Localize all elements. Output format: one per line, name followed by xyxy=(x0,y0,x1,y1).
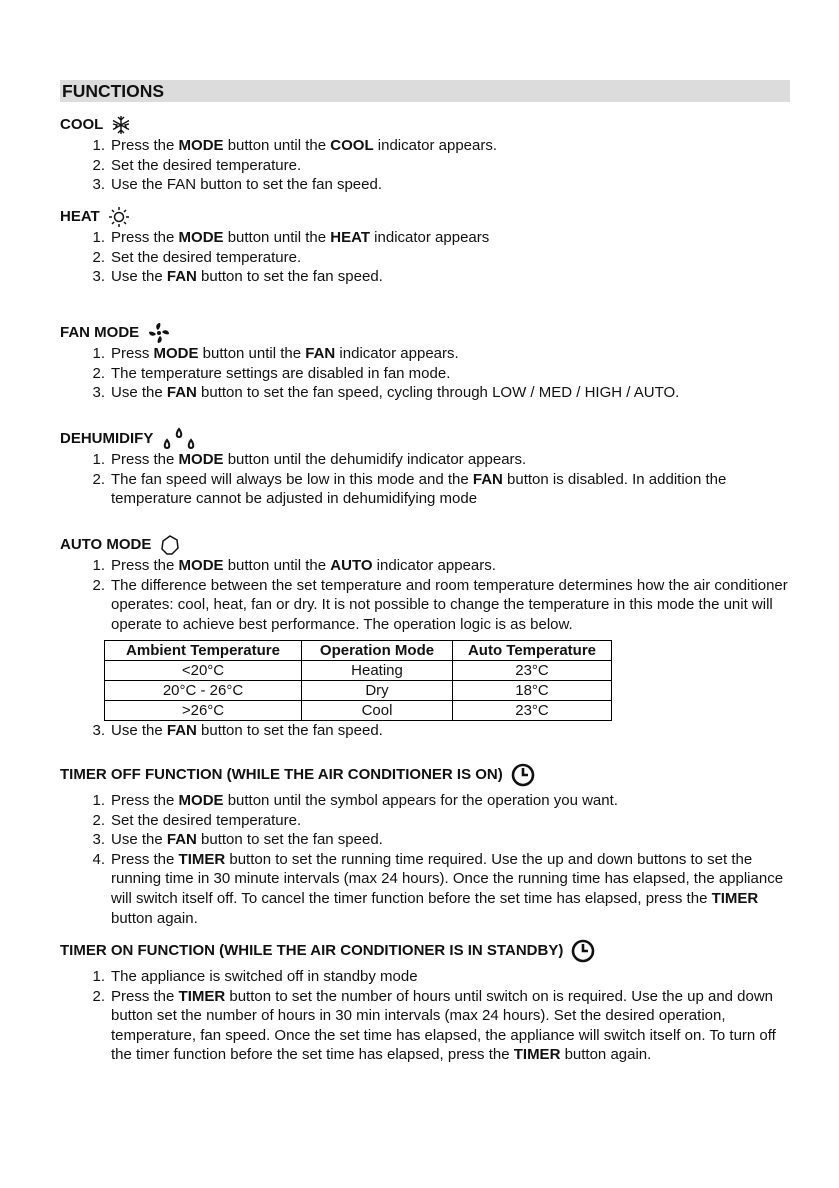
list-item xyxy=(60,811,795,831)
item-text: button until the xyxy=(198,345,306,362)
list-number: 2. xyxy=(92,576,105,594)
list-item xyxy=(60,175,795,195)
section-heading xyxy=(60,764,795,786)
item-text: Set the desired temperature. xyxy=(111,156,302,174)
item-text: Press the xyxy=(111,137,179,154)
snowflake-icon xyxy=(111,115,131,135)
item-text: The appliance is switched off in standby mode xyxy=(111,968,418,985)
page-title: FUNCTIONS xyxy=(62,81,165,101)
list-number: 4. xyxy=(92,850,105,868)
auto-cycle-icon xyxy=(159,534,181,556)
list-number: 3. xyxy=(92,384,105,402)
bold-term: MODE xyxy=(178,557,224,574)
item-text: Press the xyxy=(111,229,179,246)
section-timer-off-function-while-the-air-conditioner-is-on xyxy=(60,764,795,928)
bold-term: TIMER xyxy=(178,987,226,1005)
item-text: button until the symbol appears for the operation you want. xyxy=(223,792,618,809)
bold-term: FAN xyxy=(305,345,336,362)
list-number: 1. xyxy=(92,229,105,246)
item-text: Press xyxy=(111,345,154,362)
item-text: Set the desired temperature. xyxy=(111,811,302,829)
auto-mode-table xyxy=(104,640,612,721)
section-heading-text: COOL xyxy=(60,116,104,133)
item-text: button again. xyxy=(560,1046,652,1064)
item-text: indicator appears. xyxy=(372,557,496,574)
list-number: 1. xyxy=(92,345,105,362)
list-number: 1. xyxy=(92,451,105,468)
bold-term: MODE xyxy=(153,345,199,362)
bold-term: FAN xyxy=(166,384,197,402)
item-text: Use the xyxy=(111,722,167,740)
bold-term: FAN xyxy=(166,268,197,286)
list-item xyxy=(60,267,795,287)
list-number: 2. xyxy=(92,987,105,1005)
section-heading-text: TIMER OFF FUNCTION (WHILE THE AIR CONDITIONER IS ON) xyxy=(60,766,503,783)
item-text: button until the xyxy=(223,137,331,154)
item-text: button to set the number of hours until switch on is required. Use the up and down button set the number of hours in 30 min intervals (max 24 hours). Set the desired operation, temperature, fan speed. Once the set time has elapsed, the appliance will switch itself on. To turn off the timer function before the set time has elapsed, press the xyxy=(111,987,776,1064)
item-text: indicator appears xyxy=(370,229,490,246)
table-row xyxy=(105,701,612,721)
list-item xyxy=(60,156,795,176)
table-cell: Dry xyxy=(302,681,453,701)
bold-term: AUTO xyxy=(330,557,373,574)
clock-icon xyxy=(571,939,595,963)
list-number: 1. xyxy=(92,792,105,809)
section-heading xyxy=(60,114,795,136)
list-item xyxy=(60,450,795,470)
table-row xyxy=(105,661,612,681)
item-text: button to set the fan speed. xyxy=(196,722,383,740)
item-text: button to set the fan speed, cycling through LOW / MED / HIGH / AUTO. xyxy=(196,384,680,402)
item-text: button to set the fan speed. xyxy=(196,831,383,849)
section-heading xyxy=(60,322,795,344)
bold-term: MODE xyxy=(178,792,224,809)
table-cell: 18°C xyxy=(453,681,612,701)
bold-term: FAN xyxy=(166,722,197,740)
section-heading-text: TIMER ON FUNCTION (WHILE THE AIR CONDITIONER IS IN STANDBY) xyxy=(60,942,564,959)
table-row xyxy=(105,681,612,701)
list-item xyxy=(60,830,795,850)
section-heading xyxy=(60,940,795,962)
fan-icon xyxy=(147,321,171,345)
list-number: 3. xyxy=(92,268,105,286)
bold-term: TIMER xyxy=(711,889,759,907)
item-text: Press the xyxy=(111,987,179,1005)
list-item xyxy=(60,383,795,403)
table-header-cell: Ambient Temperature xyxy=(105,641,302,661)
list-number: 3. xyxy=(92,831,105,849)
list-item xyxy=(60,576,795,635)
item-text: Use the xyxy=(111,831,167,849)
section-auto-mode xyxy=(60,534,795,741)
section-heading-text: AUTO MODE xyxy=(60,536,152,553)
section-cool xyxy=(60,114,795,195)
item-text: button to set the running time required. Use the up and down buttons to set the running time in 30 minute intervals (max 24 hours). Once the running time has elapsed, the appliance will switch itself off. To cancel the timer function before the set time has elapsed, press the xyxy=(111,850,784,907)
list-item xyxy=(60,556,795,576)
item-text: The difference between the set temperature and room temperature determines how the air conditioner operates: cool, heat, fan or dry. It is not possible to change the temperature in this mode the unit will operate to achieve best performance. The operation logic is as below. xyxy=(111,576,788,633)
section-heading xyxy=(60,428,795,450)
section-heading-text: DEHUMIDIFY xyxy=(60,430,154,447)
list-number: 1. xyxy=(92,557,105,574)
bold-term: TIMER xyxy=(178,850,226,868)
section-heading xyxy=(60,206,795,228)
list-item xyxy=(60,791,795,811)
table-cell: <20°C xyxy=(105,661,302,681)
list-number: 1. xyxy=(92,968,105,985)
bold-term: COOL xyxy=(330,137,374,154)
list-item xyxy=(60,721,795,741)
list-number: 2. xyxy=(92,364,105,382)
item-text: indicator appears. xyxy=(373,137,498,154)
list-item xyxy=(60,850,795,928)
section-heading xyxy=(60,534,795,556)
bold-term: TIMER xyxy=(513,1046,561,1064)
list-item xyxy=(60,136,795,156)
list-item xyxy=(60,987,795,1065)
section-heading-text: FAN MODE xyxy=(60,324,140,341)
item-text: button until the dehumidify indicator appears. xyxy=(223,451,527,468)
item-text: button until the xyxy=(223,229,331,246)
table-cell: 23°C xyxy=(453,661,612,681)
table-header-cell: Auto Temperature xyxy=(453,641,612,661)
item-text: indicator appears. xyxy=(335,345,459,362)
section-heat xyxy=(60,206,795,287)
list-item xyxy=(60,228,795,248)
list-number: 2. xyxy=(92,470,105,488)
list-number: 3. xyxy=(92,176,105,194)
bold-term: HEAT xyxy=(330,229,371,246)
item-text: Press the xyxy=(111,792,179,809)
item-text: Press the xyxy=(111,451,179,468)
section-dehumidify xyxy=(60,428,795,509)
list-number: 2. xyxy=(92,811,105,829)
bold-term: FAN xyxy=(472,470,503,488)
list-item xyxy=(60,967,795,987)
item-text: button to set the fan speed. xyxy=(196,268,383,286)
bold-term: MODE xyxy=(178,137,224,154)
section-fan-mode xyxy=(60,322,795,403)
table-cell: Cool xyxy=(302,701,453,721)
bold-term: MODE xyxy=(178,451,224,468)
item-text: Use the xyxy=(111,268,167,286)
list-item xyxy=(60,248,795,268)
list-number: 1. xyxy=(92,137,105,154)
item-text: button until the xyxy=(223,557,331,574)
list-number: 2. xyxy=(92,248,105,266)
table-cell: 20°C - 26°C xyxy=(105,681,302,701)
item-text: button is disabled. In addition the temperature cannot be adjusted in dehumidifying mode xyxy=(111,470,727,508)
item-text: Press the xyxy=(111,850,179,868)
clock-icon xyxy=(511,763,535,787)
section-title-bar xyxy=(60,80,790,102)
item-text: button again. xyxy=(111,909,198,927)
table-cell: 23°C xyxy=(453,701,612,721)
bold-term: FAN xyxy=(166,831,197,849)
item-text: Use the FAN button to set the fan speed. xyxy=(111,176,383,194)
table-header-row xyxy=(105,641,612,661)
section-heading-text: HEAT xyxy=(60,208,100,225)
list-number: 2. xyxy=(92,156,105,174)
table-cell: Heating xyxy=(302,661,453,681)
section-timer-on-function-while-the-air-conditioner-is-in-standby xyxy=(60,940,795,1065)
table-cell: >26°C xyxy=(105,701,302,721)
item-text: Press the xyxy=(111,557,179,574)
bold-term: MODE xyxy=(178,229,224,246)
list-item xyxy=(60,470,795,509)
item-text: Use the xyxy=(111,384,167,402)
item-text: The fan speed will always be low in this mode and the xyxy=(111,470,473,488)
sun-icon xyxy=(108,206,130,228)
list-item xyxy=(60,344,795,364)
table-header-cell: Operation Mode xyxy=(302,641,453,661)
item-text: Set the desired temperature. xyxy=(111,248,302,266)
list-number: 3. xyxy=(92,722,105,740)
water-drops-icon xyxy=(161,426,197,452)
list-item xyxy=(60,364,795,384)
item-text: The temperature settings are disabled in fan mode. xyxy=(111,364,451,382)
